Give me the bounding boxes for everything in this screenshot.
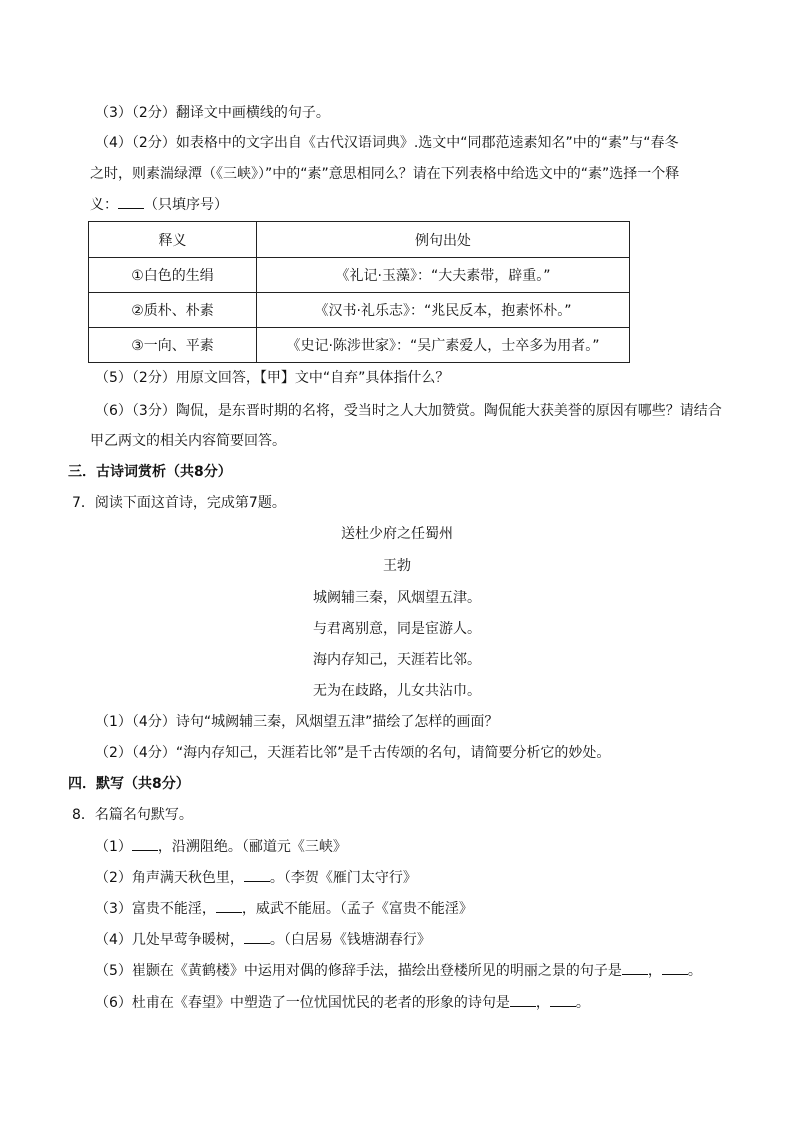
dictation-text: （3）富贵不能淫， (95, 901, 216, 917)
question-4-line-3 (90, 194, 228, 215)
answer-blank[interactable] (118, 194, 144, 209)
answer-blank[interactable] (244, 929, 270, 944)
table-cell-example: 《史记·陈涉世家》：“吴广素爱人，士卒多为用者。” (257, 328, 630, 363)
answer-blank[interactable] (550, 992, 576, 1007)
table-row (89, 328, 630, 363)
poem-line: 与君离别意，同是宦游人。 (313, 621, 481, 637)
dictation-text: ， (647, 963, 662, 979)
dictation-text: （4）几处早莺争暖树， (95, 932, 244, 948)
poem-line: 海内存知己，天涯若比邻。 (313, 652, 481, 668)
dictation-text: ，沿溯阻绝。（郦道元《三峡》 (157, 839, 347, 855)
question-4-prefix: 义： (90, 197, 118, 213)
table-cell-meaning: ①白色的生绢 (89, 258, 257, 293)
answer-blank[interactable] (216, 898, 242, 913)
section-3-heading: 三．古诗词赏析（共8分） (68, 464, 232, 480)
poem-title: 送杜少府之任蜀州 (341, 526, 453, 542)
dictation-item (95, 898, 473, 919)
dictation-text: （1） (95, 839, 132, 855)
dictation-item (95, 867, 417, 888)
answer-blank[interactable] (662, 960, 688, 975)
dictation-text: （6）杜甫在《春望》中塑造了一位忧国忧民的老者的形象的诗句是 (95, 995, 510, 1011)
dictation-text: ， (535, 995, 550, 1011)
table-cell-example: 《礼记·玉藻》：“大夫素带，辟重。” (257, 258, 630, 293)
dictation-text: 。（白居易《钱塘湖春行》 (269, 932, 431, 948)
table-header-row (89, 222, 630, 258)
table-cell-example: 《汉书·礼乐志》：“兆民反本，抱素怀朴。” (257, 293, 630, 328)
table-cell-meaning: ③一向、平素 (89, 328, 257, 363)
question-7-2: （2）（4分）“海内存知己，天涯若比邻”是千古传颂的名句，请简要分析它的妙处。 (95, 745, 611, 761)
dictation-item (95, 836, 347, 857)
question-6-line-1: （6）（3分）陶侃，是东晋时期的名将，受当时之人大加赞赏。陶侃能大获美誉的原因有哪些？请结合 (95, 403, 722, 419)
table-header-meaning: 释义 (89, 222, 257, 258)
poem-author: 王勃 (383, 558, 411, 574)
dictation-text: ，威武不能屈。（孟子《富贵不能淫》 (241, 901, 473, 917)
dictation-item (95, 960, 702, 981)
dictation-text: 。（李贺《雁门太守行》 (269, 870, 417, 886)
table-row (89, 258, 630, 293)
dictation-text: （2）角声满天秋色里， (95, 870, 244, 886)
answer-blank[interactable] (244, 867, 270, 882)
table-header-example: 例句出处 (257, 222, 630, 258)
answer-blank[interactable] (132, 836, 158, 851)
section-4-heading: 四．默写（共8分） (68, 776, 190, 792)
question-7-intro: 7．阅读下面这首诗，完成第7题。 (72, 495, 286, 511)
question-3: （3）（2分）翻译文中画横线的句子。 (95, 105, 330, 121)
dictation-item (95, 992, 590, 1013)
question-4-line-1: （4）（2分）如表格中的文字出自《古代汉语词典》.选文中“同郡范逵素知名”中的“素”与“春冬 (95, 135, 679, 151)
question-4-line-2: 之时，则素湍绿潭（《三峡》）”中的“素”意思相同么？请在下列表格中给选文中的“素”选择一个释 (90, 166, 680, 182)
question-7-1: （1）（4分）诗句“城阙辅三秦，风烟望五津”描绘了怎样的画面？ (95, 714, 499, 730)
question-5: （5）（2分）用原文回答，【甲】文中“自弃”具体指什么？ (95, 370, 450, 386)
dictation-text: （5）崔颢在《黄鹤楼》中运用对偶的修辞手法，描绘出登楼所见的明丽之景的句子是 (95, 963, 622, 979)
dictation-text: 。 (687, 963, 702, 979)
answer-blank[interactable] (510, 992, 536, 1007)
definition-table (88, 221, 630, 363)
table-row (89, 293, 630, 328)
table-cell-meaning: ②质朴、朴素 (89, 293, 257, 328)
answer-blank[interactable] (622, 960, 648, 975)
question-4-suffix: （只填序号） (144, 197, 228, 213)
dictation-item (95, 929, 431, 950)
question-6-line-2: 甲乙两文的相关内容简要回答。 (90, 433, 286, 449)
dictation-text: 。 (575, 995, 590, 1011)
poem-line: 城阙辅三秦，风烟望五津。 (313, 590, 481, 606)
poem-line: 无为在歧路，儿女共沾巾。 (313, 683, 481, 699)
question-8-intro: 8．名篇名句默写。 (72, 807, 193, 823)
